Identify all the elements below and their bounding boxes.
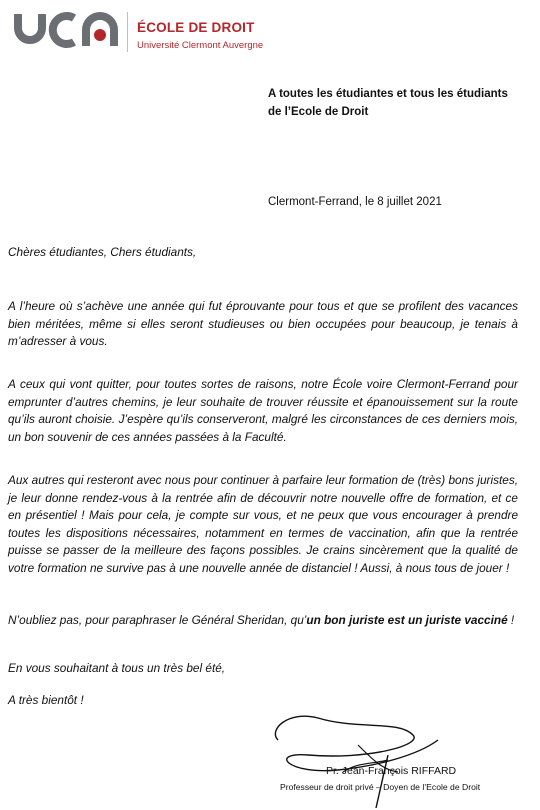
paragraph-4 xyxy=(8,612,518,630)
paragraph-1: A l’heure où s’achève une année qui fut éprouvante pour tous et que se profilent des vacances bien méritées, même si elles seront studieuses ou bien occupées pour beaucoup, je tenais à m’adresser à vous. xyxy=(8,299,518,348)
recipient-line-2: de l’Ecole de Droit xyxy=(268,106,369,118)
signer-name: Pr. Jean-François RIFFARD xyxy=(326,765,457,777)
closing: A très bientôt ! xyxy=(8,693,84,707)
salutation: Chères étudiantes, Chers étudiants, xyxy=(8,245,197,259)
recipient-line-1: A toutes les étudiantes et tous les étudiants xyxy=(268,88,508,100)
paragraph-4-lead: N’oubliez pas, pour paraphraser le Général Sheridan, qu’ xyxy=(8,613,307,627)
place-date: Clermont-Ferrand, le 8 juillet 2021 xyxy=(268,196,442,208)
header-divider xyxy=(127,12,128,52)
paragraph-5: En vous souhaitant à tous un très bel été, xyxy=(8,661,226,675)
uca-logo xyxy=(14,8,120,50)
university-name: Université Clermont Auvergne xyxy=(137,40,264,51)
paragraph-4-emphasis: un bon juriste est un juriste vacciné xyxy=(306,613,508,627)
paragraph-3: Aux autres qui resteront avec nous pour continuer à parfaire leur formation de (très) bons juristes, je leur donne rendez-vous à la rentrée afin de découvrir notre nouvelle offre de formation, et ce en présentiel ! Mais pour cela, je compte sur vous, et ne peux que vous encourager à prendre toutes les dispositions nécessaires, notamment en termes de vaccination, afin que la rentrée puisse se passer de la meilleure des façons possibles. Je crains sincèrement que la qualité de votre formation ne survive pas à une nouvelle année de distanciel ! Aussi, à nous tous de jouer ! xyxy=(8,473,518,575)
paragraph-4-end: ! xyxy=(507,613,515,627)
paragraph-2: A ceux qui vont quitter, pour toutes sortes de raisons, notre École voire Clermont-Ferrand pour emprunter d’autres chemins, je leur souhaite de trouver réussite et épanouissement sur la route qu’ils auront choisie. J’espère qu’ils conserveront, malgré les circonstances de ces derniers mois, un bon souvenir de ces années passées à la Faculté. xyxy=(8,377,518,444)
signer-title: Professeur de droit privé – Doyen de l’Ecole de Droit xyxy=(280,782,481,792)
school-name: ÉCOLE DE DROIT xyxy=(137,20,255,35)
recipient-block xyxy=(268,85,530,121)
